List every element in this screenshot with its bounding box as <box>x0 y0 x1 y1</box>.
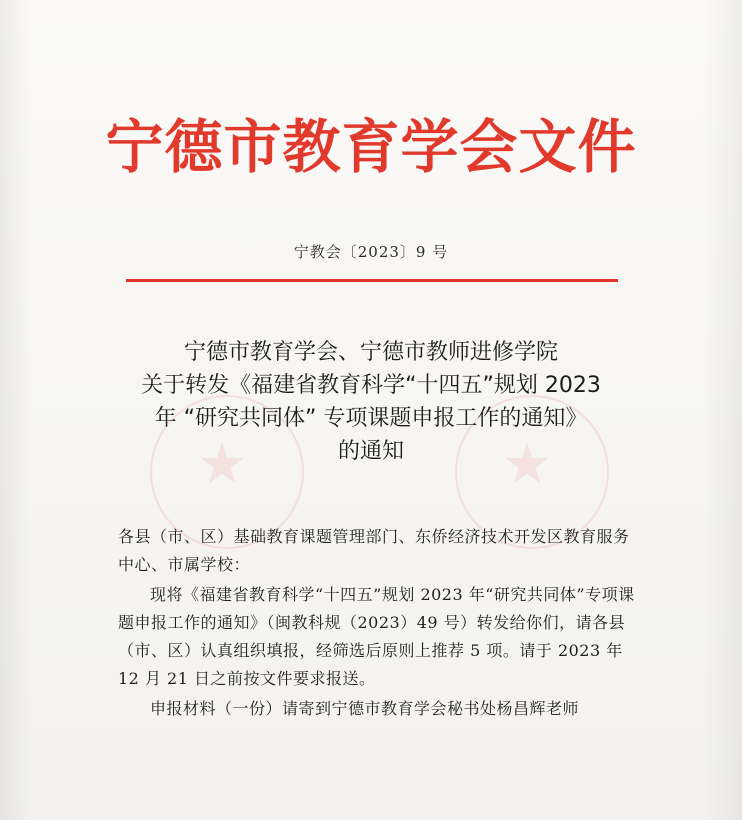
notice-title-line: 年 “研究共同体” 专项课题申报工作的通知》 <box>154 406 588 431</box>
red-divider-line <box>126 279 618 282</box>
recipients-paragraph: 各县（市、区）基础教育课题管理部门、东侨经济技术开发区教育服务中心、市属学校： <box>118 527 630 574</box>
document-number: 宁教会〔2023〕9 号 <box>293 243 449 261</box>
seal-star-icon: ★ <box>197 432 248 497</box>
notice-body <box>118 523 638 723</box>
body-paragraph-1: 现将《福建省教育科学“十四五”规划 2023 年“研究共同体”专项课题申报工作的通知》（闽教科规（2023）49 号）转发给你们，请各县（市、区）认真组织填报，经筛选后原则上推荐 5 项。请于 2023 年 12 月 21 日之前按文件要求报送。 <box>118 585 635 688</box>
notice-title-line: 关于转发《福建省教育科学“十四五”规划 2023 <box>141 373 601 398</box>
masthead-title: 宁德市教育学会文件 <box>105 113 637 181</box>
notice-title-line: 宁德市教育学会、宁德市教师进修学院 <box>183 340 558 365</box>
seal-star-icon: ★ <box>502 432 553 497</box>
notice-title <box>100 336 642 468</box>
body-paragraph-2: 申报材料（一份）请寄到宁德市教育学会秘书处杨昌辉老师 <box>150 699 580 718</box>
notice-title-line: 的通知 <box>337 439 404 464</box>
